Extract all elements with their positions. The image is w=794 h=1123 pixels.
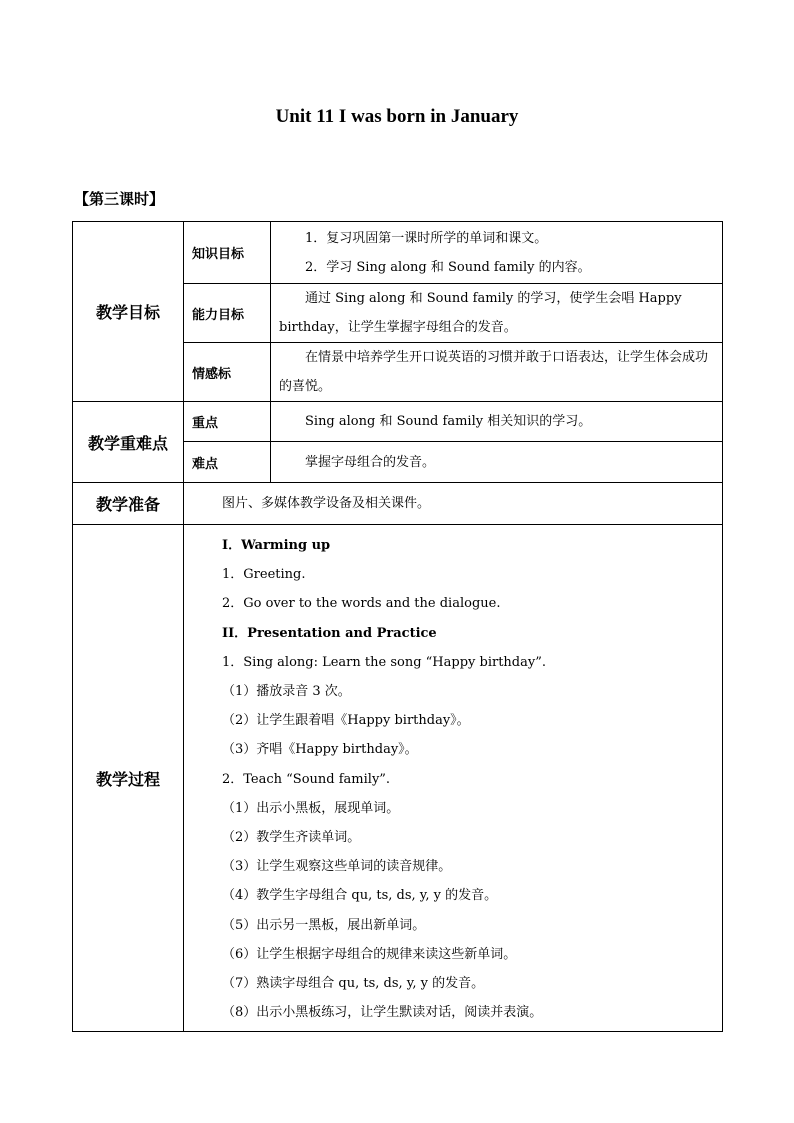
objectives-label: 教学目标 [73,222,184,402]
key-points-label: 教学重难点 [73,402,184,483]
page-title: Unit 11 I was born in January [275,106,519,127]
process-line: （8）出示小黑板练习，让学生默读对话，阅读并表演。 [222,1005,543,1021]
preparation-text: 图片、多媒体教学设备及相关课件。 [222,496,431,511]
emotion-text: 在情景中培养学生开口说英语的习惯并敢于口语表达，让学生体会成功的喜悦。 [279,350,709,394]
process-line: II．Presentation and Practice [222,625,437,641]
difficult-label: 难点 [184,442,271,483]
preparation-label: 教学准备 [73,483,184,525]
emotion-content [271,343,723,402]
process-line: （1）出示小黑板，展现单词。 [222,800,400,816]
key-text: Sing along 和 Sound family 相关知识的学习。 [305,414,592,429]
key-label: 重点 [184,402,271,442]
emotion-label: 情感标 [184,343,271,402]
process-line: 1．Sing along: Learn the song “Happy birthday”. [222,654,546,670]
process-line: （7）熟读字母组合 qu, ts, ds, y, y 的发音。 [222,976,485,992]
knowledge-label: 知识目标 [184,222,271,284]
process-line: （2）让学生跟着唱《Happy birthday》。 [222,713,470,729]
preparation-content [184,483,723,525]
process-line: 2．Teach “Sound family”. [222,771,391,787]
table-row [73,483,723,525]
process-line: （6）让学生根据字母组合的规律来读这些新单词。 [222,946,517,962]
knowledge-line-1: 1．复习巩固第一课时所学的单词和课文。 [305,230,548,246]
process-content [184,525,723,1032]
process-label: 教学过程 [73,525,184,1032]
key-content [271,402,723,442]
difficult-text: 掌握字母组合的发音。 [305,454,436,470]
lesson-plan-table [72,221,723,1032]
difficult-content [271,442,723,483]
table-row [73,402,723,442]
ability-content [271,284,723,343]
process-line: 1．Greeting. [222,567,306,583]
knowledge-content [271,222,723,284]
ability-text: 通过 Sing along 和 Sound family 的学习，使学生会唱 Happy birthday，让学生掌握字母组合的发音。 [279,291,682,335]
process-line: （1）播放录音 3 次。 [222,684,351,700]
process-line: （5）出示另一黑板，展出新单词。 [222,917,426,933]
table-row [73,222,723,284]
process-line: （3）让学生观察这些单词的读音规律。 [222,859,452,875]
ability-label: 能力目标 [184,284,271,343]
process-line: I．Warming up [222,538,331,553]
process-line: （3）齐唱《Happy birthday》。 [222,742,418,758]
lesson-label: 【第三课时】 [74,190,165,208]
knowledge-line-2: 2．学习 Sing along 和 Sound family 的内容。 [305,259,591,275]
process-line: 2．Go over to the words and the dialogue. [222,596,501,612]
table-row [73,525,723,1032]
process-line: （2）教学生齐读单词。 [222,830,361,846]
process-line: （4）教学生字母组合 qu, ts, ds, y, y 的发音。 [222,888,498,904]
